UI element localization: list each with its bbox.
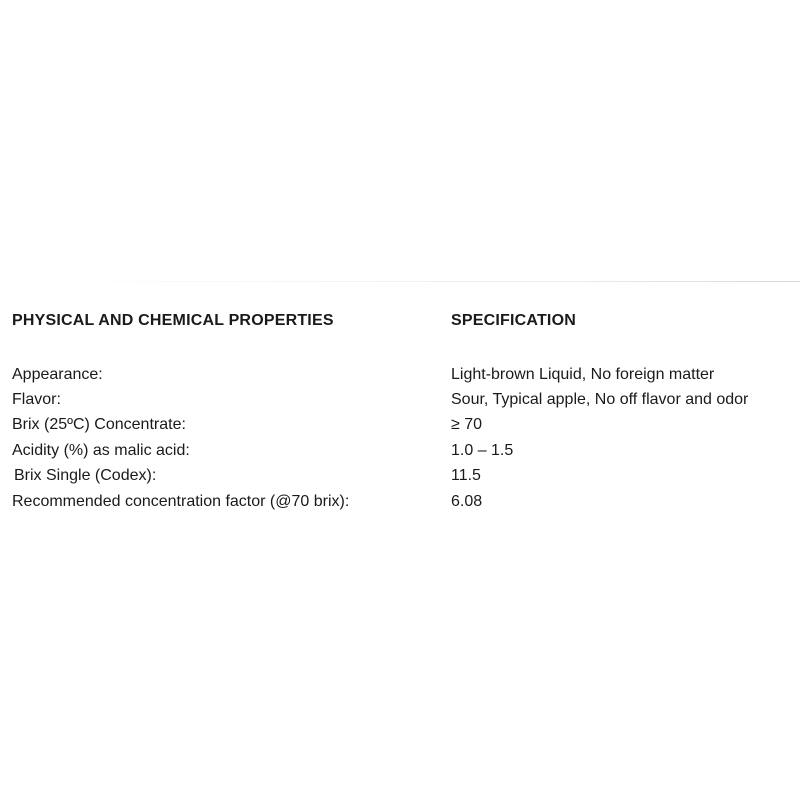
spec-row-appearance	[0, 366, 800, 392]
specification-value: 11.5	[451, 467, 481, 484]
spec-row-acidity	[0, 442, 800, 468]
property-label: Flavor:	[12, 391, 61, 408]
property-label: Brix Single (Codex):	[14, 467, 157, 484]
faint-scan-line	[40, 281, 800, 282]
property-label: Brix (25ºC) Concentrate:	[12, 416, 186, 433]
specification-value: ≥ 70	[451, 416, 483, 433]
spec-row-brix-single	[0, 467, 800, 493]
specification-value: 1.0 – 1.5	[451, 442, 514, 459]
specification-value: Light-brown Liquid, No foreign matter	[451, 366, 715, 383]
specification-column-header: SPECIFICATION	[451, 312, 576, 329]
specification-value: Sour, Typical apple, No off flavor and odor	[451, 391, 749, 408]
spec-row-flavor	[0, 391, 800, 417]
spec-row-concentration-factor	[0, 493, 800, 519]
spec-row-brix-concentrate	[0, 416, 800, 442]
property-label: Recommended concentration factor (@70 brix):	[12, 493, 350, 510]
properties-column-header: PHYSICAL AND CHEMICAL PROPERTIES	[12, 312, 334, 329]
property-label: Acidity (%) as malic acid:	[12, 442, 190, 459]
property-label: Appearance:	[12, 366, 103, 383]
specification-value: 6.08	[451, 493, 483, 510]
